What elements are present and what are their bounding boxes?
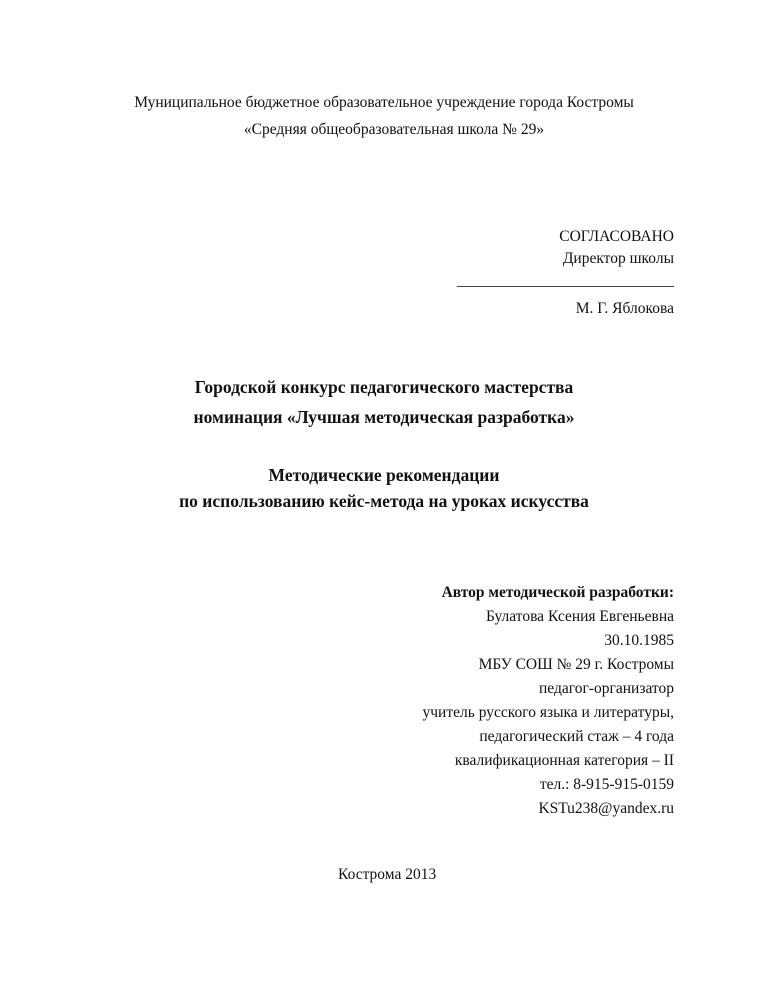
director-name: М. Г. Яблокова (575, 300, 674, 317)
signature-line: ____________________________ (457, 272, 674, 289)
author-phone: тел.: 8-915-915-0159 (539, 776, 674, 793)
approval-position: Директор школы (562, 250, 674, 267)
author-position: педагог-организатор (539, 680, 674, 697)
approval-label: СОГЛАСОВАНО (559, 228, 674, 245)
author-position-2: учитель русского языка и литературы, (422, 704, 674, 721)
document-subtitle: по использованию кейс-метода на уроках искусства (179, 491, 589, 511)
contest-title: Городской конкурс педагогического мастерства (194, 377, 574, 397)
city-year: Кострома 2013 (338, 866, 437, 883)
author-school: МБУ СОШ № 29 г. Костромы (478, 656, 674, 673)
author-email: KSTu238@yandex.ru (538, 800, 674, 817)
author-experience: педагогический стаж – 4 года (479, 728, 674, 745)
school-name: «Средняя общеобразовательная школа № 29» (243, 121, 545, 138)
organization-name: Муниципальное бюджетное образовательное учреждение города Костромы (134, 94, 634, 111)
author-category: квалификационная категория – II (454, 752, 674, 769)
document-title: Методические рекомендации (268, 465, 500, 485)
contest-nomination: номинация «Лучшая методическая разработка» (193, 407, 575, 427)
author-birth-date: 30.10.1985 (604, 632, 674, 649)
author-name: Булатова Ксения Евгеньевна (485, 608, 674, 625)
author-heading: Автор методической разработки: (441, 584, 674, 601)
